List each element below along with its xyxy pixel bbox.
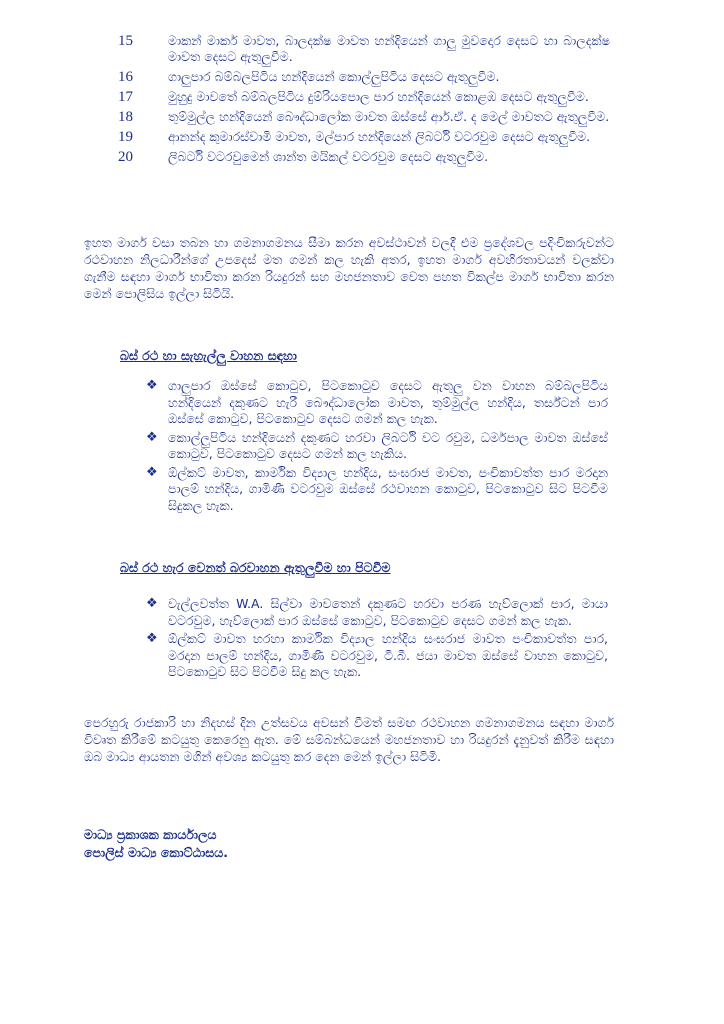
list-item [146,430,608,463]
bullet-diamond-icon: ❖ [146,631,158,646]
signature-division: පොලිස් මාධ්‍ය කොට්ඨාසය. [84,845,228,860]
list-item [118,33,610,65]
list-item [118,69,610,85]
intro-paragraph: ඉහත මාර්ග වසා තබන හා ගමනාගමනය සීමා කරන අවස්ථාවන් වලදී එම ප්‍රදේශවල පදිංචිකරුවන්ට රථවාහන නිලධාරීන්ගේ උපදෙස් මත ගමන් කල හැකි අතර, ඉහත මාර්ග අවහිරතාවයන් වලක්වා ගැනීම සඳහා මාර්ග භාවිතා කරන රියදුරන් සහ මහජනතාව වෙත පහත විකල්ප මාර්ග භාවිතා කරන මෙන් පොලිසිය ඉල්ලා සිටියි. [84,235,614,301]
bullet-diamond-icon: ❖ [146,464,158,480]
closed-roads-list [118,33,610,169]
item-text: තුම්මුල්ල හන්දියෙන් බෞද්ධාලෝක මාවත ඔස්සේ ආර්.ඒ. ද මෙල් මාවතට ඇතුලුවීම. [168,109,610,124]
bullet-text: ඕල්කට් මාවත, කාර්මික විද්‍යාල හන්දිය, සංඝරාජ මාවත, පංචිකාවත්ත පාර මරදාන පාලම් හන්දිය, ගාමිණී වටරවුම ඔස්සේ රථවාහන කොටුව, පිටකොටුව සිට පිටවීම සිදුකල හැක. [168,464,608,513]
bullet-text: කොල්ලුපිටිය හන්දියෙන් දකුණට හරවා ලිබර්ටි වට රවුම, ධර්මපාල මාවත ඔස්සේ කොටුව, පිටකොටුව දෙසට ගමන් කල හැකිය. [168,429,608,461]
item-text: ගාලුපාර බම්බලපිටිය හන්දියෙන් කොල්ලුපිටිය දෙසට ඇතුලුවීම. [168,69,500,84]
bullet-text: ගාලුපාර ඔස්සේ කොටුව, පිටකොටුව දෙසට ඇතුලු වන වාහන බම්බලපිටිය හන්දියෙන් දකුණට හැරී බෞද්ධාලෝක මාවත, තුම්මුල්ල හන්දිය, තර්ස්ටන් පාර ඔස්සේ කොටුව, පිටකොටුව දෙසට ගමන් කල හැක. [168,378,608,426]
closing-paragraph: පෙරහුරු රාජකාරි හා නිදහස් දින උත්සවය අවසන් වීමත් සමඟ රථවාහන ගමනාගමනය සඳහා මාර්ග විවෘත කිරීමේ කටයුතු කෙරෙනු ඇත. මේ සම්බන්ධයෙන් මහජනතාව හා රියදුරන් දැනුවත් කිරීම සඳහා ඔබ මාධ්‍ය ආයතන මගින් අවශ්‍ය කටයුතු කර දෙන මෙන් ඉල්ලා සිටිමි. [84,715,614,764]
item-text: ආනන්ද කුමාරස්වාමි මාවත, මල්පාර හන්දියෙන් ලිබර්ටි වටරවුම දෙසට ඇතුලුවීම. [168,129,591,144]
bullet-diamond-icon: ❖ [146,596,158,611]
section-heading-buses-light-vehicles: බස් රථ හා සැහැල්ලු වාහන සඳහා [120,348,297,363]
bullet-list-buses-light-vehicles [146,378,608,516]
signature-office: මාධ්‍ය ප්‍රකාශක කාර්යාලය [84,827,217,842]
list-item [146,631,608,681]
bullet-diamond-icon: ❖ [146,378,158,393]
list-item [146,465,608,515]
item-text: මුහුදු මාවතේ බම්බලපිටිය දුම්රියපොල පාර හන්දියෙන් කොළඹ දෙසට ඇතුලුවීම. [168,89,589,104]
item-text: ලිබර්ටි වටරවුමෙන් ශාන්ත මයිකල් වටරවුම දෙසට ඇතුලුවීම. [168,149,489,164]
signature-block [84,826,228,862]
list-item [118,149,610,165]
section-heading-heavy-vehicles: බස් රථ හැර වෙනත් බරවාහන ඇතුලුවීම හා පිටවීම [120,560,391,575]
item-number: 17 [118,89,133,105]
list-item [146,596,608,629]
bullet-list-heavy-vehicles [146,596,608,683]
list-item [146,378,608,428]
item-number: 19 [118,129,133,145]
item-text: මාකන් මාකර් මාවත, බාලදක්ෂ මාවත හන්දියෙන් ගාලු මුවදොර දෙසට හා බාලදක්ෂ මාවත දෙසට ඇතුලුවීම. [168,33,610,64]
bullet-diamond-icon: ❖ [146,429,158,445]
list-item [118,129,610,145]
list-item [118,89,610,105]
item-number: 18 [118,109,133,125]
list-item [118,109,610,125]
item-number: 15 [118,33,133,49]
item-number: 16 [118,69,133,85]
bullet-text: වැල්ලවත්ත W.A. සිල්වා මාවතෙන් දකුණට හරවා පරණ හැව්ලොක් පාර, මායා වටරවුම, හැව්ලොක් පාර ඔස්සේ කොටුව, පිටකොටුව දෙසට ගමන් කල හැක. [168,596,608,628]
item-number: 20 [118,149,133,165]
bullet-text: ඕල්කට් මාවත හරහා කාර්මික විද්‍යාල හන්දිය සංඝරාජ මාවත පංචිකාවත්ත පාර, මරදාන පාලම් හන්දිය, ගාමිණී වටරවුම, ටී.බී. ජයා මාවත ඔස්සේ වාහන කොටුව, පිටකොටුව සිට පිටවීම සිදු කල හැක. [168,631,608,679]
